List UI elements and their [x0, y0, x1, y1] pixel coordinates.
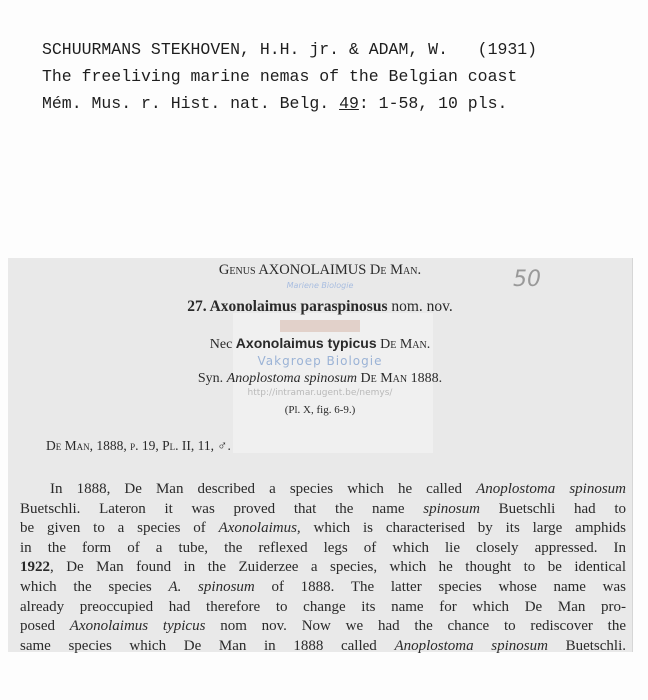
- text-segment: Axonolaimus,: [218, 520, 301, 537]
- species-name: Axonolaimus paraspinosus: [209, 298, 388, 315]
- paragraph-line: [20, 539, 626, 559]
- nec-prefix: Nec: [209, 337, 236, 352]
- text-segment: 1922: [20, 559, 50, 576]
- syn-name: Anoplostoma spinosum: [226, 371, 357, 386]
- paragraph-line: [20, 578, 626, 598]
- species-suffix: nom. nov.: [387, 298, 453, 315]
- text-segment: , De Man found in the Zuiderzee a species, which he thought to be identical: [50, 559, 626, 576]
- text-segment: Buetschli. Lateron it was proved that the name: [20, 500, 424, 517]
- paragraph-line: [20, 480, 626, 500]
- nec-name: Axonolaimus typicus: [235, 335, 377, 351]
- text-segment: nom nov. Now we had the chance to rediscover the: [205, 618, 626, 635]
- text-segment: Buetschli had to: [479, 500, 626, 517]
- text-segment: in the form of a tube, the reflexed legs of which lie closely appressed. In: [20, 539, 626, 556]
- text-segment: In 1888, De Man described a species which he called: [50, 481, 477, 497]
- watermark-url: http://intramar.ugent.be/nemys/: [247, 388, 393, 398]
- paragraph-line: [20, 598, 626, 618]
- scanned-clipping: [8, 258, 633, 652]
- text-segment: Anoplostoma spinosum: [394, 637, 548, 654]
- text-segment: already preoccupied had therefore to change its name for which De Man pro-: [20, 598, 626, 615]
- watermark-group: Vakgroep Biologie: [257, 354, 383, 368]
- paragraph-line: [20, 558, 626, 578]
- genus-heading: Genus AXONOLAIMUS De Man.: [218, 262, 422, 278]
- citation: De Man, 1888, p. 19, Pl. II, 11, ♂.: [46, 438, 231, 453]
- nec-line: [8, 335, 632, 353]
- species-number: 27.: [187, 298, 210, 315]
- handwritten-page-number: 50: [513, 267, 541, 292]
- journal-pages: : 1-58, 10 pls.: [358, 94, 508, 113]
- text-segment: Axonolaimus typicus: [69, 618, 206, 635]
- text-segment: same species which De Man in 1888 called: [20, 637, 395, 654]
- paragraph-line: [20, 637, 626, 657]
- text-segment: spinosum: [423, 500, 480, 517]
- text-segment: be given to a species of: [20, 520, 219, 537]
- paragraph-line: [20, 500, 626, 520]
- text-segment: Anoplostoma spinosum: [476, 481, 626, 497]
- syn-prefix: Syn.: [197, 371, 227, 386]
- plate-reference: (Pl. X, fig. 6-9.): [284, 404, 356, 416]
- watermark-band: [280, 320, 360, 332]
- paragraph-line: [20, 617, 626, 637]
- syn-line: [8, 371, 632, 387]
- text-segment: Buetschli.: [547, 637, 626, 654]
- species-heading: [8, 298, 632, 316]
- text-segment: which is characterised by its large amphids: [300, 520, 626, 537]
- syn-author: De Man 1888.: [356, 371, 443, 386]
- nec-author: De Man.: [376, 337, 431, 352]
- watermark-org: Mariene Biologie: [286, 281, 354, 290]
- reference-journal: [42, 94, 507, 113]
- reference-title: The freeliving marine nemas of the Belgian coast: [42, 67, 518, 86]
- body-paragraph: [20, 480, 626, 656]
- text-segment: which the species: [20, 578, 169, 595]
- journal-volume: 49: [339, 94, 359, 113]
- text-segment: A. spinosum: [168, 578, 255, 595]
- paragraph-line: [20, 519, 626, 539]
- journal-name: Mém. Mus. r. Hist. nat. Belg.: [42, 94, 340, 113]
- text-segment: of 1888. The latter species whose name was: [254, 578, 626, 595]
- reference-authors: SCHUURMANS STEKHOVEN, H.H. jr. & ADAM, W. (1931): [42, 40, 538, 59]
- text-segment: posed: [20, 618, 70, 635]
